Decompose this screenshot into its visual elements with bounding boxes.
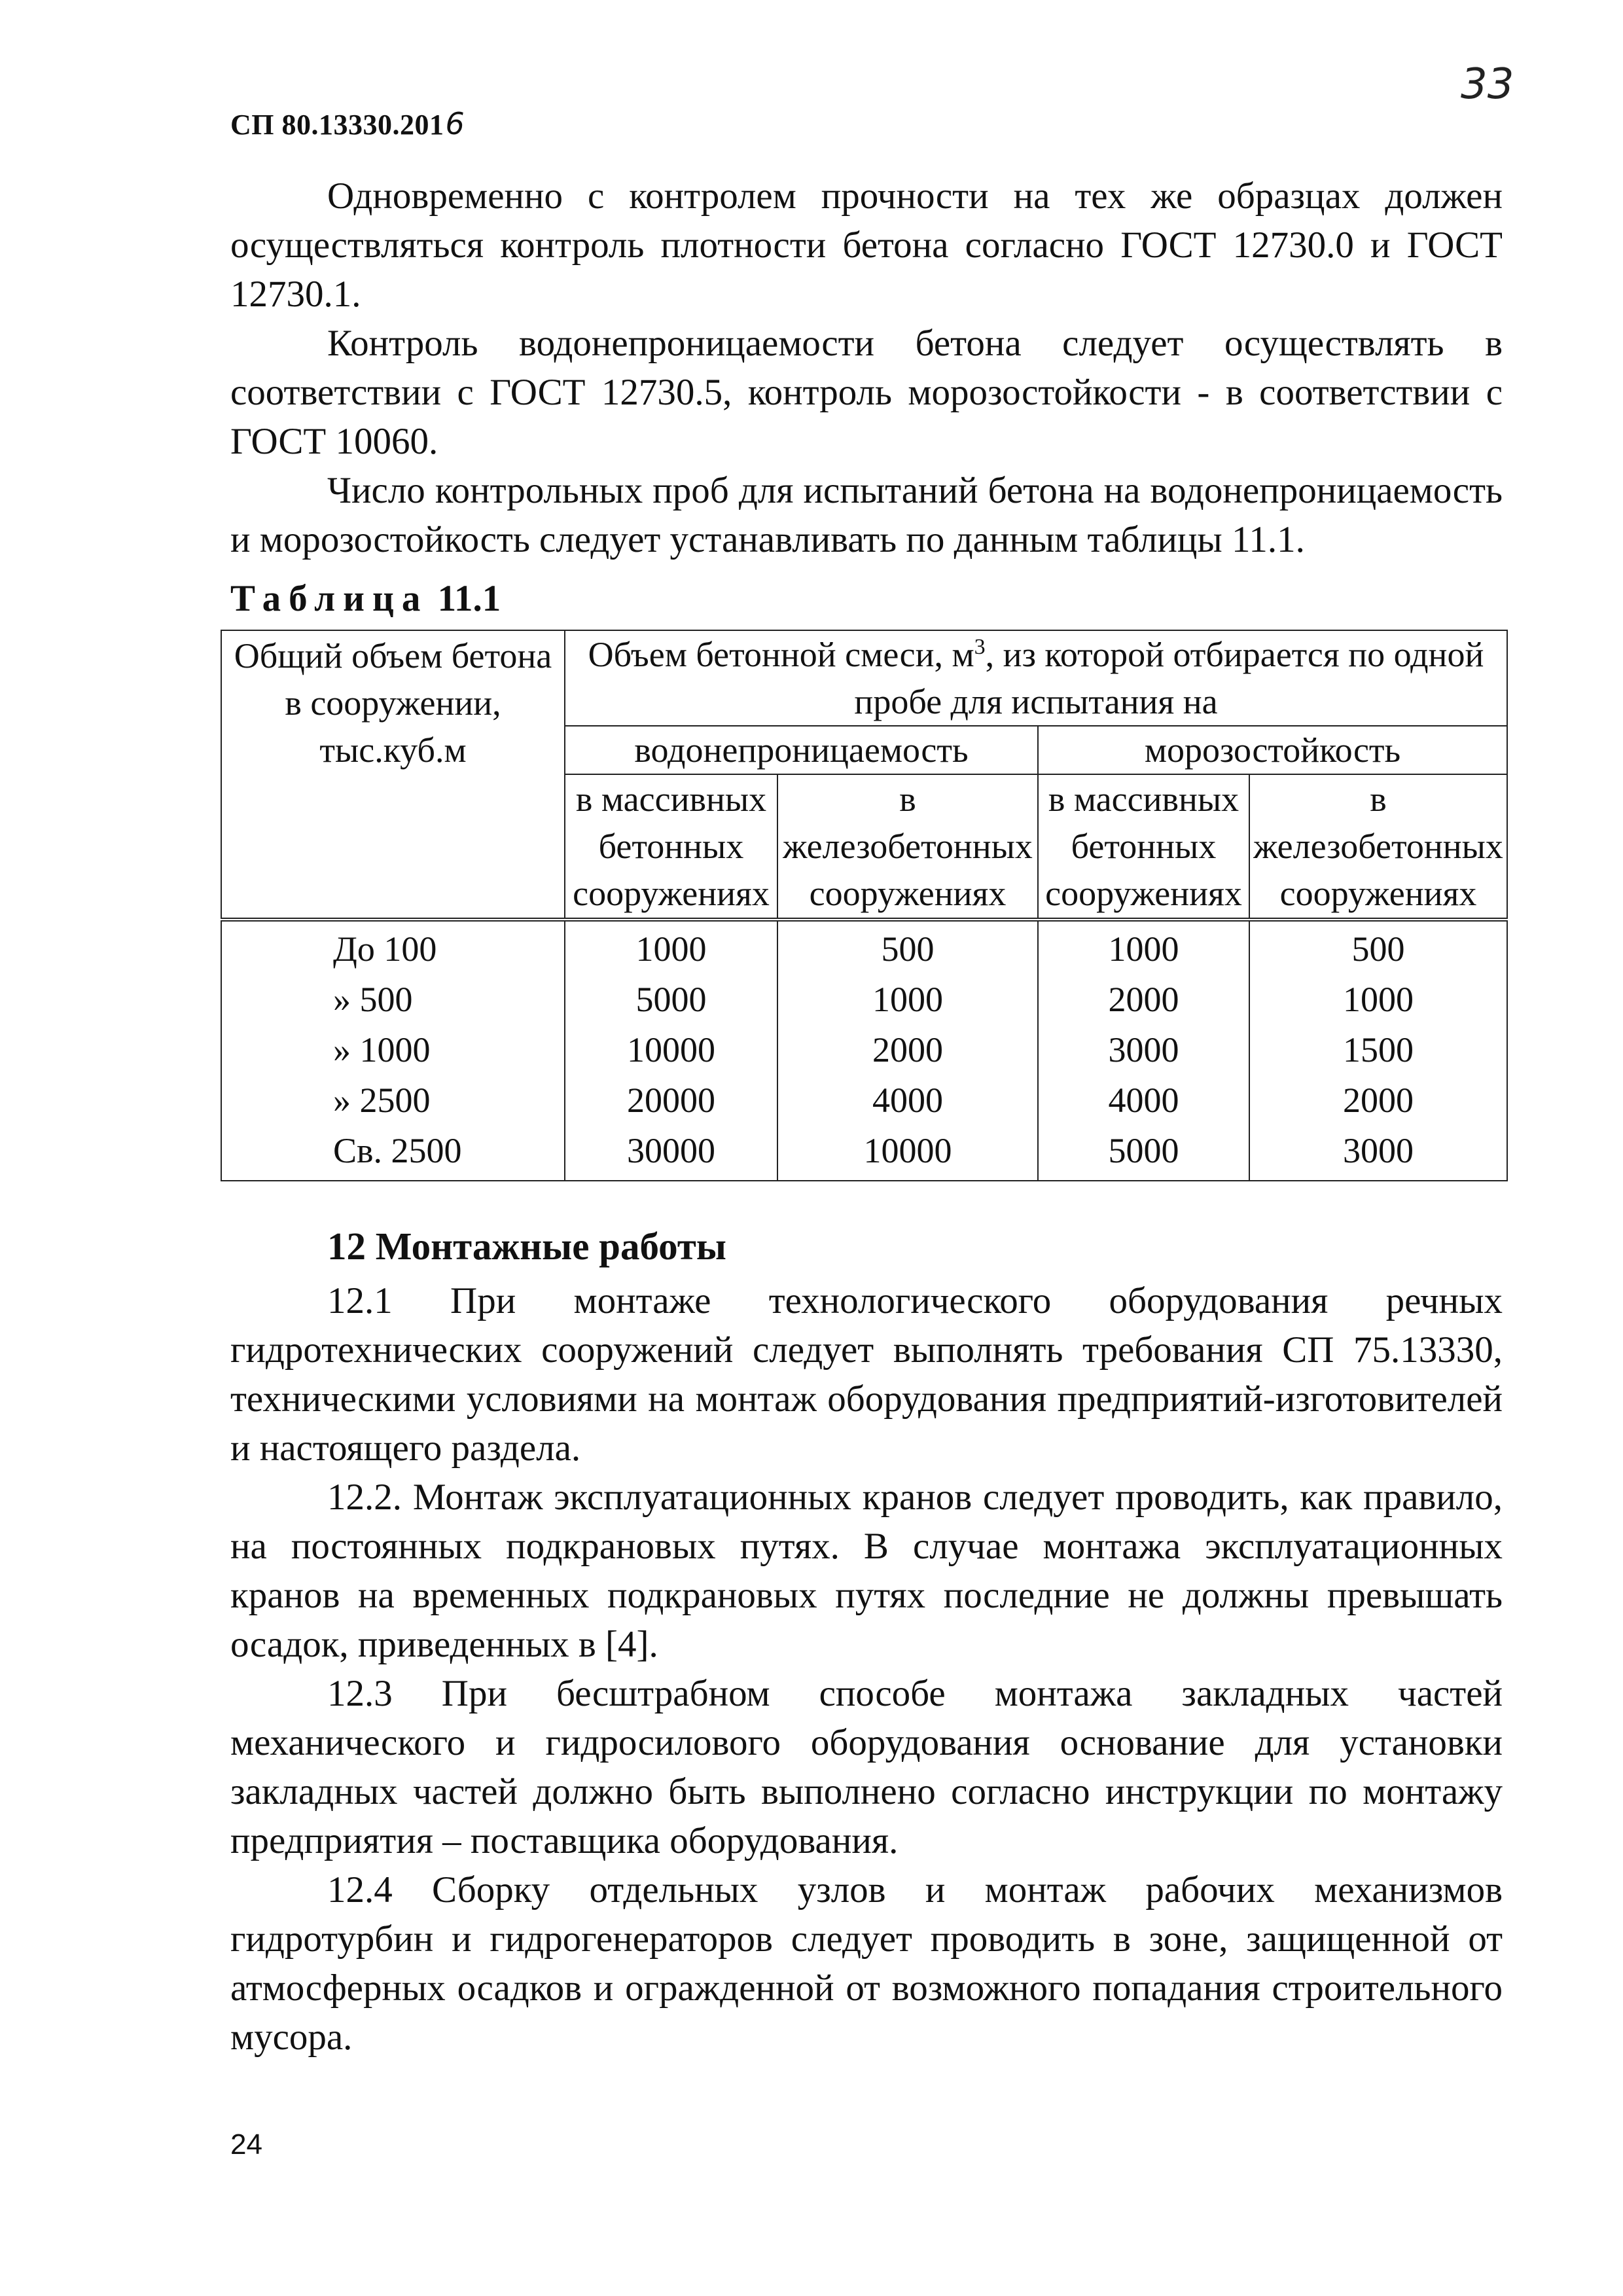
cell-value: 1000 [1038, 920, 1249, 975]
header-total-volume: Общий объем бетона в сооружении, тыс.куб.м [221, 630, 565, 920]
cell-value: 30000 [565, 1126, 777, 1181]
cell-value: 1000 [1249, 975, 1507, 1025]
header-sample-volume-text: Объем бетонной смеси, м [588, 635, 974, 674]
cell-total-volume: Св. 2500 [221, 1126, 565, 1181]
cell-value: 3000 [1249, 1126, 1507, 1181]
section-paragraph-12-4: 12.4 Сборку отдельных узлов и монтаж рабочих механизмов гидротурбин и гидрогенераторов следует проводить в зоне, защищенной от атмосферных осадков и огражденной от возможного попадания строительного мусора. [230, 1869, 1503, 2058]
header-sub-reinforced-2: в железобетонных сооружениях [1249, 774, 1507, 920]
cell-value: 20000 [565, 1075, 777, 1126]
header-sub-massive-2: в массивных бетонных сооружениях [1038, 774, 1249, 920]
header-sample-volume-text-end: , из которой отбирается по одной пробе для испытания на [854, 635, 1484, 721]
cell-value: 10000 [565, 1025, 777, 1075]
cell-total-volume: » 1000 [221, 1025, 565, 1075]
cell-value: 1000 [565, 920, 777, 975]
table-title [230, 577, 501, 620]
cell-value: 2000 [1249, 1075, 1507, 1126]
header-group-waterproofness: водонепроницаемость [565, 726, 1038, 774]
table-row [221, 1025, 1507, 1075]
table-row [221, 920, 1507, 975]
section-paragraph-12-1: 12.1 При монтаже технологического оборудования речных гидротехнических сооружений следует выполнять требования СП 75.13330, техническими условиями на монтаж оборудования предприятий-изготовителей и настоящего раздела. [230, 1280, 1503, 1469]
cell-value: 500 [777, 920, 1038, 975]
intro-paragraph-2: Контроль водонепроницаемости бетона следует осуществлять в соответствии с ГОСТ 12730.5, контроль морозостойкости - в соответствии с ГОСТ 10060. [230, 323, 1503, 462]
section-paragraph-12-2: 12.2. Монтаж эксплуатационных кранов следует проводить, как правило, на постоянных подкрановых путях. В случае монтажа эксплуатационных кранов на временных подкрановых путях последние не должны превышать осадок, приведенных в [4]. [230, 1477, 1503, 1665]
intro-paragraph-3: Число контрольных проб для испытаний бетона на водонепроницаемость и морозостойкость следует устанавливать по данным таблицы 11.1. [230, 470, 1503, 560]
header-sample-volume [565, 630, 1507, 726]
section-paragraph-12-3: 12.3 При бесштрабном способе монтажа закладных частей механического и гидросилового оборудования основание для установки закладных частей должно быть выполнено согласно инструкции по монтажу предприятия – поставщика оборудования. [230, 1673, 1503, 1861]
cell-value: 2000 [1038, 975, 1249, 1025]
document-code-text: СП 80.13330.201 [230, 109, 444, 141]
cell-value: 2000 [777, 1025, 1038, 1075]
cell-total-volume: » 2500 [221, 1075, 565, 1126]
intro-paragraph-1: Одновременно с контролем прочности на тех же образцах должен осуществляться контроль плотности бетона согласно ГОСТ 12730.0 и ГОСТ 12730.1. [230, 175, 1503, 315]
header-group-frost-resistance: морозостойкость [1038, 726, 1507, 774]
table-title-number: 11.1 [437, 578, 501, 619]
cell-value: 4000 [1038, 1075, 1249, 1126]
cell-value: 1500 [1249, 1025, 1507, 1075]
cell-value: 1000 [777, 975, 1038, 1025]
table-title-word: Таблица [230, 578, 429, 619]
page-number: 24 [230, 2128, 262, 2161]
table-row [221, 975, 1507, 1025]
cell-total-volume: » 500 [221, 975, 565, 1025]
header-sub-massive-1: в массивных бетонных сооружениях [565, 774, 777, 920]
section-title: 12 Монтажные работы [327, 1225, 726, 1268]
cell-value: 3000 [1038, 1025, 1249, 1075]
table-row [221, 1126, 1507, 1181]
header-sub-reinforced-1: в железобетонных сооружениях [777, 774, 1038, 920]
cell-value: 4000 [777, 1075, 1038, 1126]
cell-value: 5000 [565, 975, 777, 1025]
cell-total-volume: До 100 [221, 920, 565, 975]
cell-value: 500 [1249, 920, 1507, 975]
document-code [230, 106, 465, 141]
header-unit-exponent: 3 [974, 635, 986, 659]
cell-value: 5000 [1038, 1126, 1249, 1181]
table-row [221, 1075, 1507, 1126]
cell-value: 10000 [777, 1126, 1038, 1181]
concrete-sampling-table [221, 630, 1508, 1181]
handwritten-year-digit: 6 [445, 106, 465, 141]
handwritten-page-number: 33 [1461, 60, 1514, 109]
